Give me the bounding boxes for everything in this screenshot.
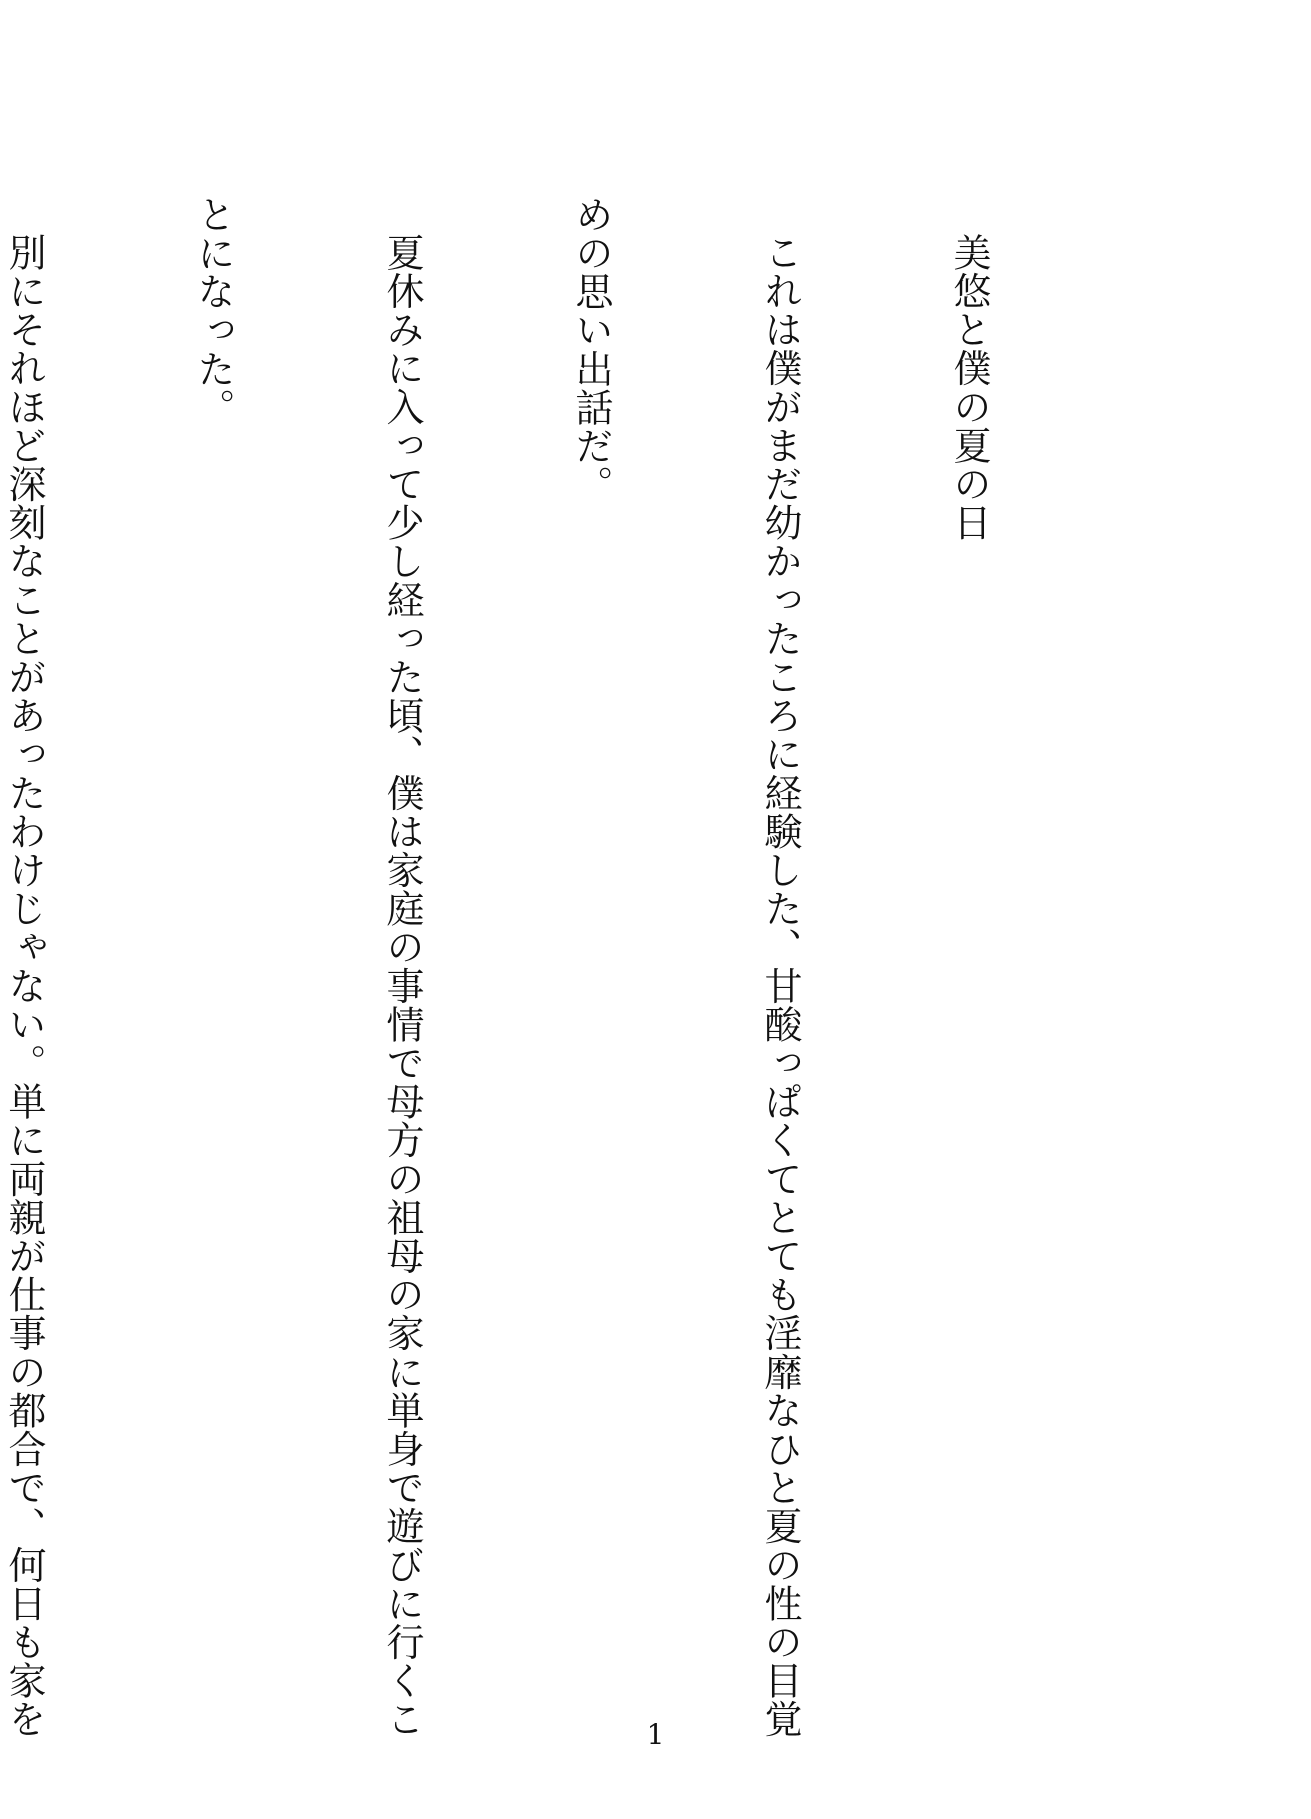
page-number: 1: [646, 1718, 665, 1751]
document-title: 美悠と僕の夏の日: [947, 233, 991, 542]
body-line-3: 夏休みに入って少し経った頃、僕は家庭の事情で母方の祖母の家に単身で遊びに行くこ: [380, 233, 424, 1739]
body-line-4: とになった。: [191, 195, 235, 427]
body-line-1: これは僕がまだ幼かったころに経験した、甘酸っぱくてとても淫靡なひと夏の性の目覚: [758, 233, 802, 1739]
body-line-5: 別にそれほど深刻なことがあったわけじゃない。単に両親が仕事の都合で、何日も家を: [2, 233, 46, 1739]
vertical-text-body: [0, 195, 1126, 1739]
body-line-2: めの思い出話だ。: [569, 195, 613, 504]
